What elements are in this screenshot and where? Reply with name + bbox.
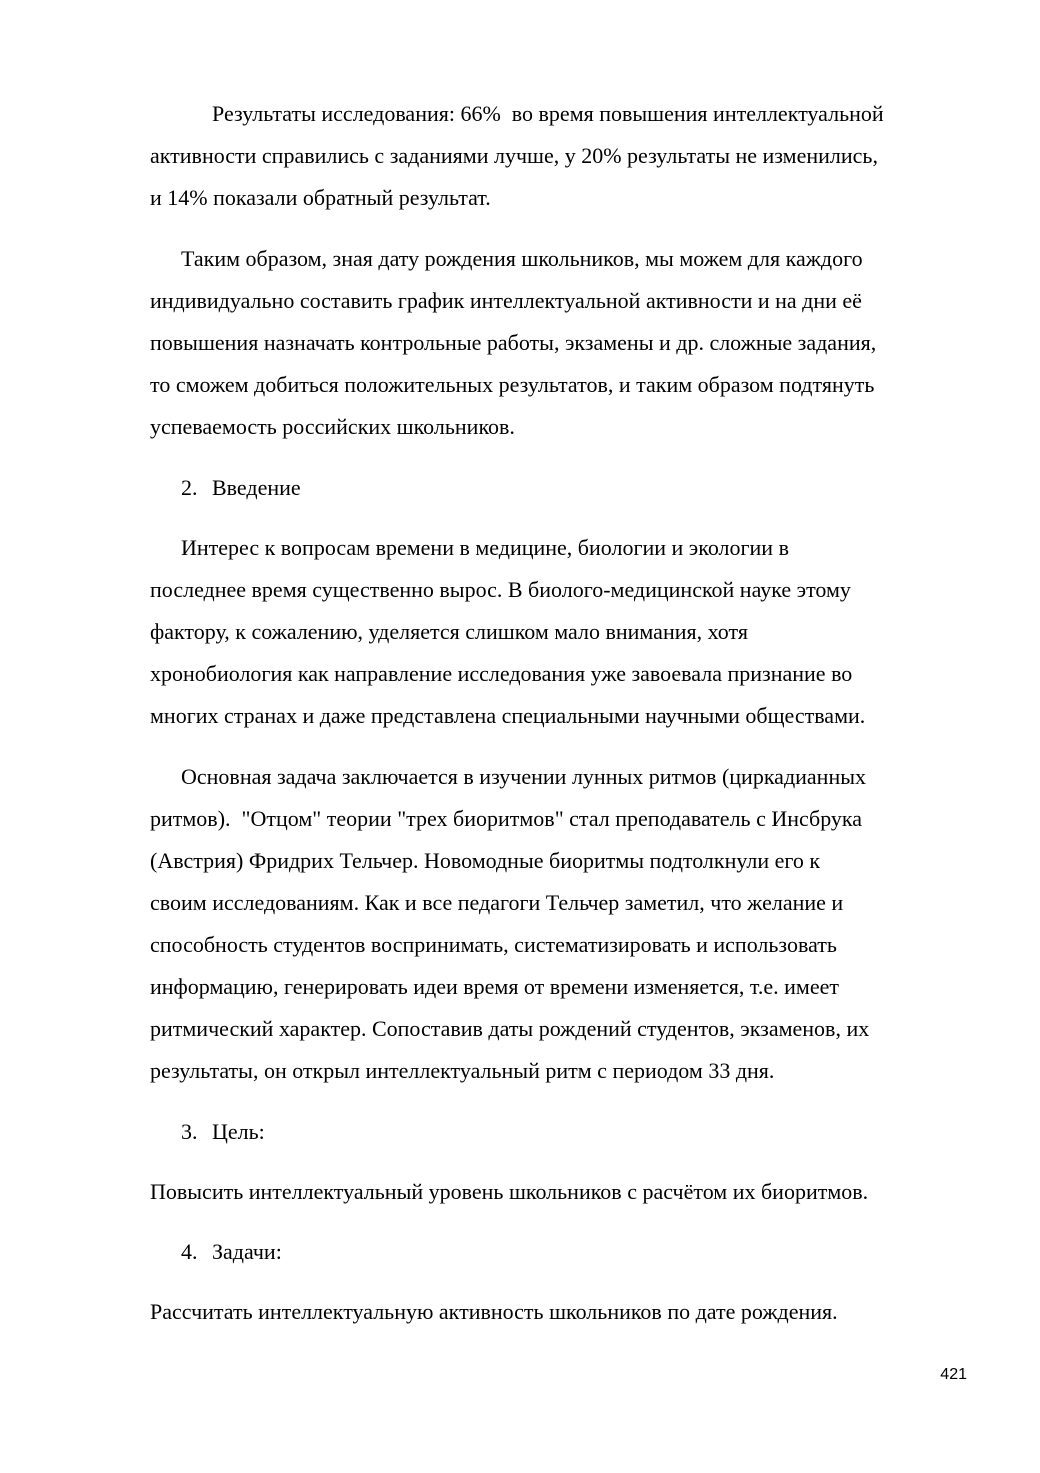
heading-tasks-number: 4. (181, 1239, 198, 1264)
task-line-7: ритмический характер. Сопоставив даты рождений студентов, экзаменов, их (150, 1016, 870, 1041)
goal-line-1: Повысить интеллектуальный уровень школьников с расчётом их биоритмов. (150, 1179, 869, 1204)
intro-line-4: хронобиология как направление исследования уже завоевала признание во (150, 661, 853, 686)
results-line-1: Результаты исследования: 66% во время повышения интеллектуальной (212, 101, 884, 126)
task-line-6: информацию, генерировать идеи время от времени изменяется, т.е. имеет (150, 974, 839, 999)
results-line-3: и 14% показали обратный результат. (150, 185, 491, 210)
conclusion-line-2: индивидуально составить график интеллектуальной активности и на дни её (150, 288, 862, 313)
heading-intro-label: Введение (212, 475, 301, 500)
intro-line-5: многих странах и даже представлена специальными научными обществами. (150, 703, 866, 728)
task-line-3: (Австрия) Фридрих Тельчер. Новомодные биоритмы подтолкнули его к (150, 848, 821, 873)
task-line-4: своим исследованиям. Как и все педагоги Тельчер заметил, что желание и (150, 890, 844, 915)
conclusion-line-1: Таким образом, зная дату рождения школьников, мы можем для каждого (181, 246, 863, 271)
tasks-line-1: Рассчитать интеллектуальную активность школьников по дате рождения. (150, 1299, 838, 1324)
intro-line-3: фактору, к сожалению, уделяется слишком мало внимания, хотя (150, 619, 748, 644)
intro-line-2: последнее время существенно вырос. В биолого-медицинской науке этому (150, 577, 851, 602)
page-number: 421 (940, 1366, 967, 1383)
conclusion-line-5: успеваемость российских школьников. (150, 414, 515, 439)
task-line-2: ритмов). "Отцом" теории "трех биоритмов" стал преподаватель с Инсбрука (150, 806, 863, 831)
heading-intro-number: 2. (181, 475, 198, 500)
task-line-8: результаты, он открыл интеллектуальный ритм с периодом 33 дня. (150, 1058, 775, 1083)
results-line-2: активности справились с заданиями лучше, у 20% результаты не изменились, (150, 143, 878, 168)
conclusion-line-3: повышения назначать контрольные работы, экзамены и др. сложные задания, (150, 330, 877, 355)
task-line-1: Основная задача заключается в изучении лунных ритмов (циркадианных (181, 764, 867, 789)
heading-goal-label: Цель: (212, 1119, 265, 1144)
heading-tasks-label: Задачи: (212, 1239, 282, 1264)
heading-goal-number: 3. (181, 1119, 198, 1144)
conclusion-line-4: то сможем добиться положительных результатов, и таким образом подтянуть (150, 372, 875, 397)
task-line-5: способность студентов воспринимать, систематизировать и использовать (150, 932, 837, 957)
intro-line-1: Интерес к вопросам времени в медицине, биологии и экологии в (181, 535, 789, 560)
